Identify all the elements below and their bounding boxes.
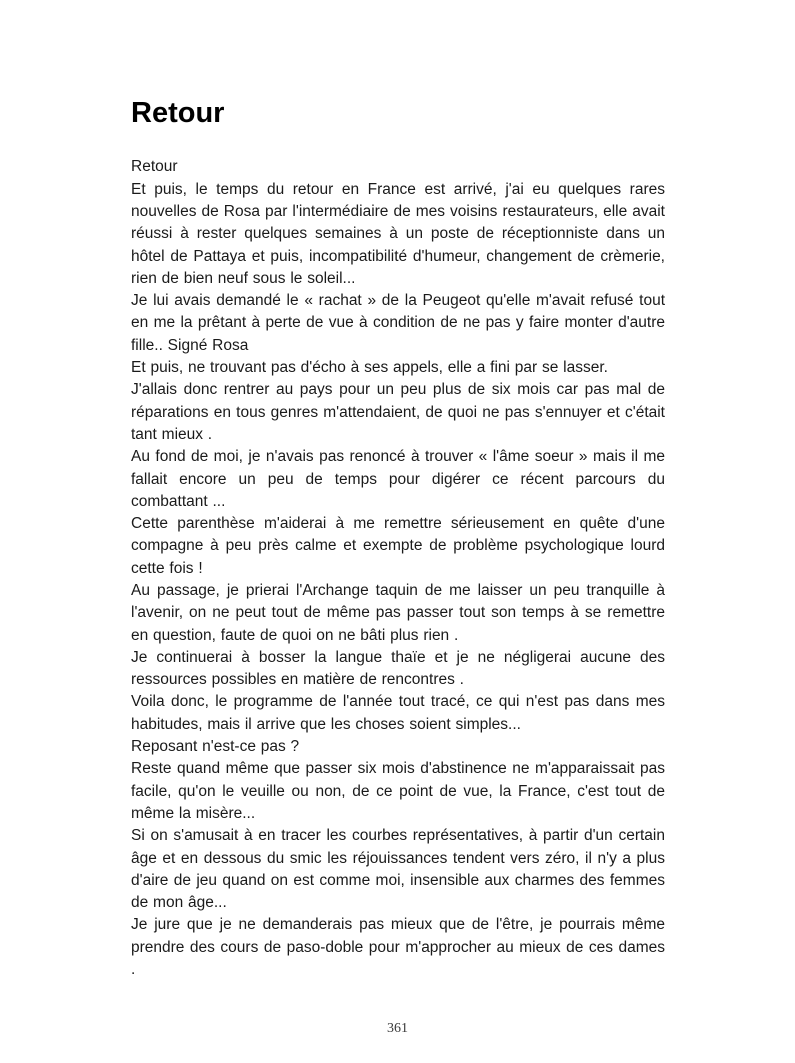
paragraph: Retour bbox=[131, 158, 178, 176]
page-number: 361 bbox=[387, 1021, 408, 1036]
paragraph: Au fond de moi, je n'avais pas renoncé à trouver « l'âme soeur » mais il me fallait encore un peu de temps pour digérer ce récent parcours du combattant ... bbox=[131, 448, 665, 510]
paragraph: Et puis, le temps du retour en France est arrivé, j'ai eu quelques rares nouvelles de Rosa par l'intermédiaire de mes voisins restaurateurs, elle avait réussi à rester quelques semaines à un poste de réceptionniste dans un hôtel de Pattaya et puis, incompatibilité d'humeur, changement de crèmerie, rien de bien neuf sous le soleil... bbox=[131, 180, 665, 287]
paragraph: Au passage, je prierai l'Archange taquin de me laisser un peu tranquille à l'avenir, on ne peut tout de même pas passer tout son temps à se remettre en question, faute de quoi on ne bâti plus rien . bbox=[131, 581, 665, 644]
paragraph: Reste quand même que passer six mois d'abstinence ne m'apparaissait pas facile, qu'on le veuille ou non, de ce point de vue, la France, c'est tout de même la misère... bbox=[131, 760, 665, 822]
paragraph: Je continuerai à bosser la langue thaïe et je ne négligerai aucune des ressources possibles en matière de rencontres . bbox=[131, 648, 665, 689]
paragraph: Cette parenthèse m'aiderai à me remettre sérieusement en quête d'une compagne à peu près calme et exempte de problème psychologique lourd cette fois ! bbox=[131, 515, 665, 577]
paragraph: Et puis, ne trouvant pas d'écho à ses appels, elle a fini par se lasser. bbox=[131, 359, 608, 377]
paragraph: Je lui avais demandé le « rachat » de la Peugeot qu'elle m'avait refusé tout en me la prêtant à perte de vue à condition de ne pas y faire monter d'autre fille.. Signé Rosa bbox=[131, 292, 665, 354]
paragraph: Si on s'amusait à en tracer les courbes représentatives, à partir d'un certain âge et en dessous du smic les réjouissances tendent vers zéro, il n'y a plus d'aire de jeu quand on est comme moi, insensible aux charmes des femmes de mon âge... bbox=[131, 827, 665, 912]
paragraph: Voila donc, le programme de l'année tout tracé, ce qui n'est pas dans mes habitudes, mais il arrive que les choses soient simples... bbox=[131, 693, 665, 733]
paragraph: Je jure que je ne demanderais pas mieux que de l'être, je pourrais même prendre des cours de paso-doble pour m'approcher au mieux de ces dames . bbox=[131, 916, 665, 979]
paragraph: J'allais donc rentrer au pays pour un peu plus de six mois car pas mal de réparations en tous genres m'attendaient, de quoi ne pas s'ennuyer et c'était tant mieux . bbox=[131, 381, 665, 443]
chapter-title: Retour bbox=[131, 97, 225, 129]
page-content bbox=[131, 97, 665, 981]
paragraph-list bbox=[131, 156, 665, 981]
paragraph: Reposant n'est-ce pas ? bbox=[131, 738, 300, 756]
